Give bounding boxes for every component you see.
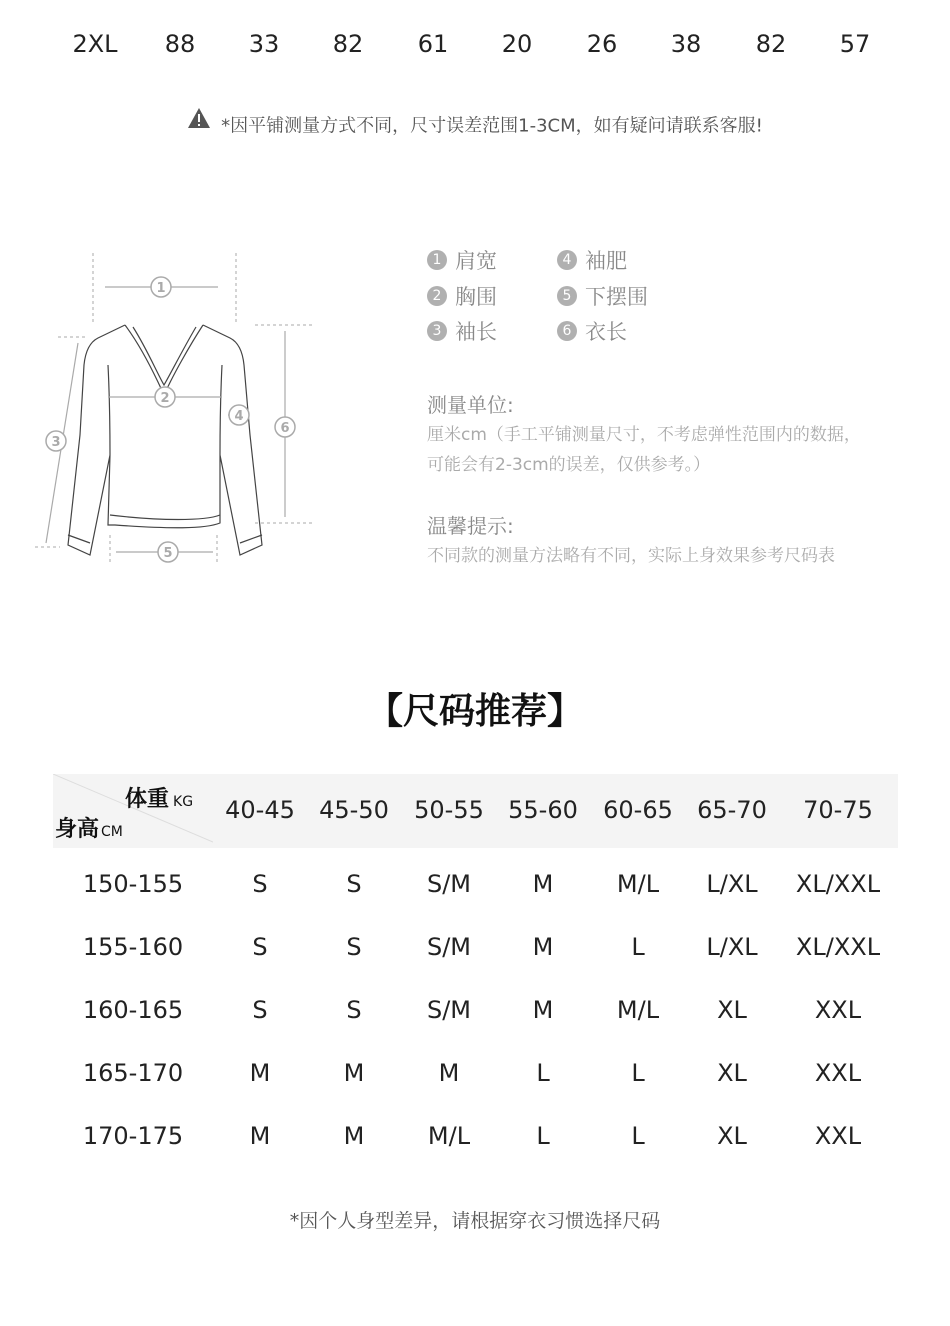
tip-heading: 温馨提示: — [427, 514, 514, 538]
unit-heading: 测量单位: — [427, 393, 514, 417]
legend-item: 4 袖肥 — [557, 246, 627, 276]
diagram-label: 3 — [51, 435, 61, 450]
tip-text: 不同款的测量方法略有不同，实际上身效果参考尺码表 — [427, 546, 835, 566]
row-cell: 57 — [839, 30, 871, 58]
measure-note — [0, 110, 950, 143]
unit-line: 厘米cm（手工平铺测量尺寸，不考虑弹性范围内的数据， — [427, 425, 861, 445]
size-data-row — [0, 24, 950, 64]
row-cell: 82 — [332, 30, 364, 58]
size-cell: XXL — [814, 996, 862, 1024]
measure-note-text: *因平铺测量方式不同，尺寸误差范围1-3CM，如有疑问请联系客服! — [221, 115, 763, 137]
size-cell: S — [252, 996, 268, 1024]
height-cell: 165-170 — [82, 1059, 184, 1087]
weight-col-header: 50-55 — [414, 796, 484, 824]
size-cell: M — [343, 1122, 365, 1150]
diagram-label: 5 — [163, 546, 173, 561]
row-cell: 82 — [755, 30, 787, 58]
row-cell: 20 — [501, 30, 533, 58]
diagram-label: 4 — [234, 409, 244, 424]
legend-item: 6 衣长 — [557, 317, 627, 347]
size-cell: S — [346, 996, 362, 1024]
size-cell: M — [343, 1059, 365, 1087]
height-header: 身高 CM — [55, 817, 123, 842]
weight-col-header: 40-45 — [225, 796, 295, 824]
size-cell: M/L — [616, 996, 660, 1024]
garment-diagram — [30, 245, 330, 575]
tip-section — [427, 511, 937, 571]
table-row — [53, 1059, 898, 1095]
size-title: 【尺码推荐】 — [366, 691, 583, 732]
legend-item: 1 肩宽 — [427, 246, 497, 276]
legend-item: 2 胸围 — [427, 282, 497, 312]
height-cell: 170-175 — [82, 1122, 184, 1150]
size-cell: S/M — [426, 996, 472, 1024]
table-row — [53, 1122, 898, 1158]
size-cell: L — [631, 933, 645, 961]
weight-col-header: 60-65 — [603, 796, 673, 824]
row-cell: 33 — [248, 30, 280, 58]
warning-icon — [187, 107, 211, 140]
size-cell: L — [536, 1122, 550, 1150]
size-cell: M — [249, 1122, 271, 1150]
size-cell: S/M — [426, 933, 472, 961]
diagram-label: 6 — [280, 421, 290, 436]
size-cell: XL — [717, 996, 747, 1024]
height-cell: 160-165 — [82, 996, 184, 1024]
table-row — [53, 933, 898, 969]
size-cell: M/L — [427, 1122, 471, 1150]
weight-col-header: 65-70 — [697, 796, 767, 824]
size-cell: L — [631, 1059, 645, 1087]
diagram-label: 1 — [156, 281, 166, 296]
size-cell: XL/XXL — [795, 933, 881, 961]
table-header — [53, 774, 898, 848]
footnote: *因个人身型差异，请根据穿衣习惯选择尺码 — [289, 1210, 661, 1232]
size-table-body — [53, 848, 898, 1188]
size-cell: M — [532, 870, 554, 898]
weight-col-header: 70-75 — [803, 796, 873, 824]
size-cell: S — [346, 933, 362, 961]
unit-line: 可能会有2-3cm的误差，仅供参考。） — [427, 455, 711, 475]
row-cell: 88 — [164, 30, 196, 58]
size-cell: L/XL — [706, 870, 758, 898]
size-cell: XL — [717, 1059, 747, 1087]
weight-header: 体重 KG — [125, 787, 194, 812]
diagram-label: 2 — [160, 391, 170, 406]
row-cell: 26 — [586, 30, 618, 58]
legend-item: 5 下摆围 — [557, 282, 648, 312]
size-cell: XXL — [814, 1122, 862, 1150]
table-row — [53, 870, 898, 906]
size-cell: S — [252, 870, 268, 898]
weight-col-header: 55-60 — [508, 796, 578, 824]
size-cell: M/L — [616, 870, 660, 898]
size-cell: S — [252, 933, 268, 961]
size-cell: M — [532, 933, 554, 961]
size-cell: XL — [717, 1122, 747, 1150]
size-cell: S — [346, 870, 362, 898]
size-cell: M — [249, 1059, 271, 1087]
unit-section — [427, 390, 937, 480]
size-cell: M — [532, 996, 554, 1024]
row-cell: 2XL — [72, 30, 118, 58]
size-cell: XL/XXL — [795, 870, 881, 898]
height-cell: 155-160 — [82, 933, 184, 961]
weight-col-header: 45-50 — [319, 796, 389, 824]
size-cell: S/M — [426, 870, 472, 898]
legend-item: 3 袖长 — [427, 317, 497, 347]
size-cell: L/XL — [706, 933, 758, 961]
size-cell: L — [536, 1059, 550, 1087]
size-cell: L — [631, 1122, 645, 1150]
table-row — [53, 996, 898, 1032]
height-cell: 150-155 — [82, 870, 184, 898]
size-cell: M — [438, 1059, 460, 1087]
size-cell: XXL — [814, 1059, 862, 1087]
row-cell: 38 — [670, 30, 702, 58]
row-cell: 61 — [417, 30, 449, 58]
